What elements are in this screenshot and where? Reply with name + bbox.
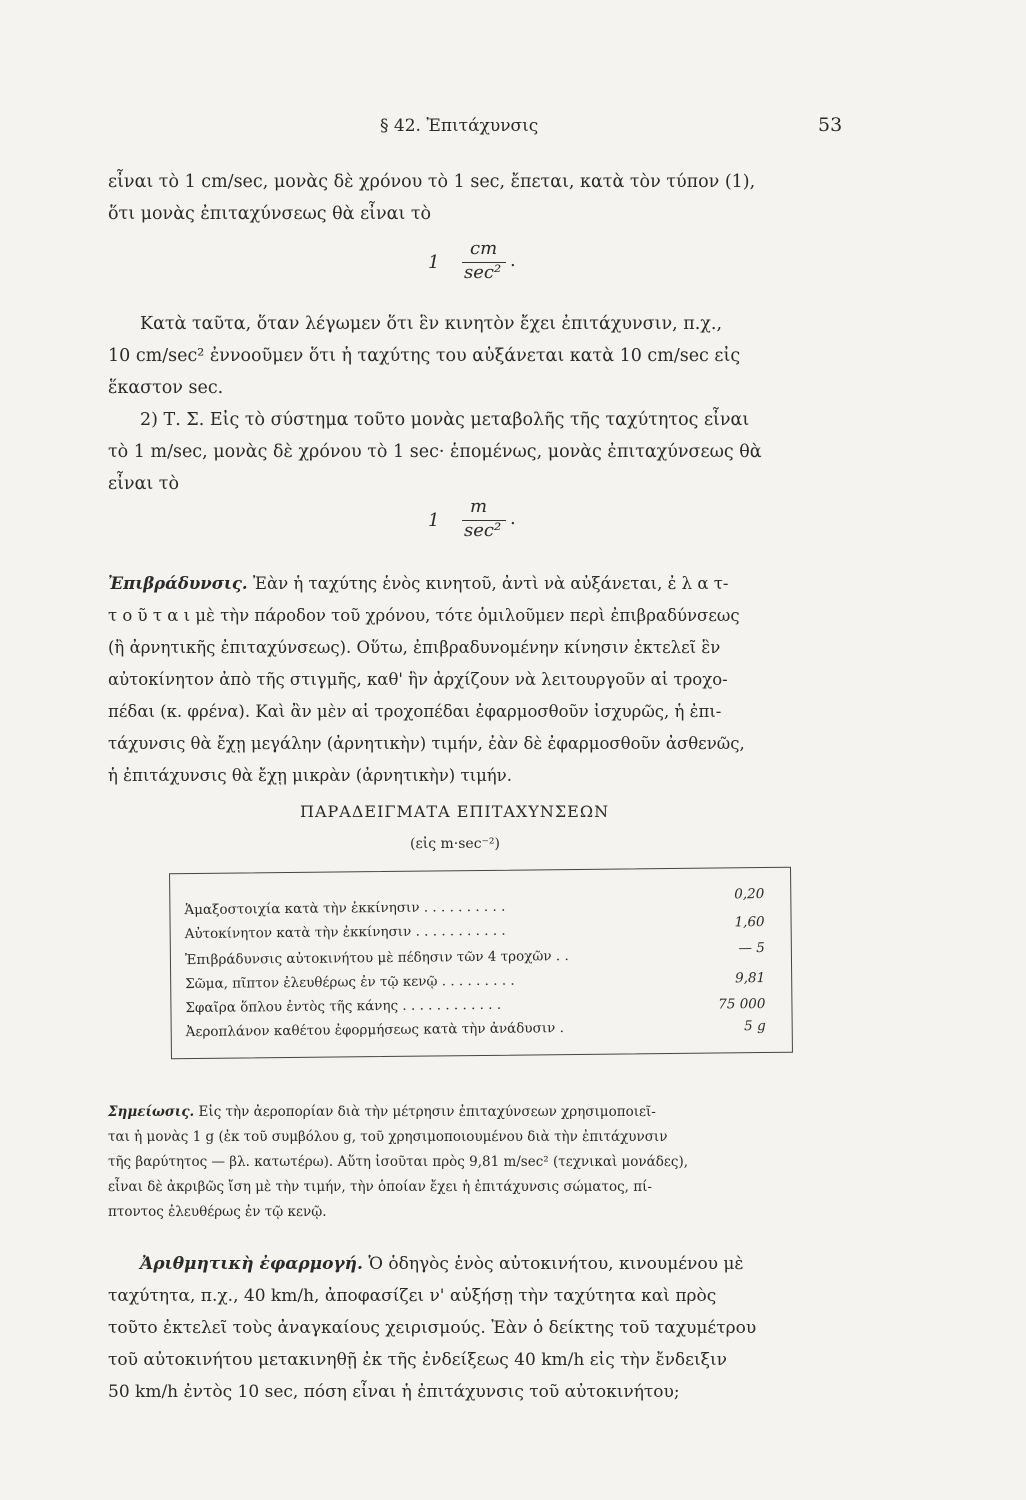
text-line: Ὁ ὁδηγὸς ἑνὸς αὐτοκινήτου, κινουμένου μὲ	[368, 1254, 744, 1274]
row-value: 75 000	[718, 996, 766, 1013]
examples-caption: ΠΑΡΑΔΕΙΓΜΑΤΑ ΕΠΙΤΑΧΥΝΣΕΩΝ	[300, 802, 610, 821]
row-value: 5 g	[744, 1018, 766, 1035]
row-label: Ἁμαξοστοιχία κατὰ τὴν ἐκκίνησιν . . . . . . . . . .	[184, 898, 506, 919]
paragraph-example-acceleration	[108, 308, 848, 404]
text-line: ἡ ἐπιτάχυνσις θὰ ἔχῃ μικρὰν (ἀρνητικὴν) τιμήν.	[108, 766, 512, 785]
note-paragraph	[108, 1100, 852, 1225]
application-term: Ἀριθμητικὴ ἐφαρμογή.	[140, 1254, 363, 1274]
section-header: § 42. Ἐπιτάχυνσις	[380, 116, 539, 136]
page-number: 53	[818, 114, 843, 136]
text-line: τοῦτο ἐκτελεῖ τοὺς ἀναγκαίους χειρισμούς. Ἐὰν ὁ δείκτης τοῦ ταχυμέτρου	[108, 1318, 757, 1338]
row-value: — 5	[738, 940, 765, 957]
examples-unit: (εἰς m·sec⁻²)	[410, 836, 500, 852]
text-line: τὸ 1 m/sec, μονὰς δὲ χρόνου τὸ 1 sec· ἑπομένως, μονὰς ἐπιταχύνσεως θὰ	[108, 442, 762, 462]
row-label: Αὐτοκίνητον κατὰ τὴν ἐκκίνησιν . . . . . . . . . . .	[184, 922, 506, 943]
text-line: Κατὰ ταῦτα, ὅταν λέγωμεν ὅτι ἓν κινητὸν ἔχει ἐπιτάχυνσιν, π.χ.,	[140, 314, 723, 334]
text-line: ταχύτητα, π.χ., 40 km/h, ἀποφασίζει ν' αὐξήσῃ τὴν ταχύτητα καὶ πρὸς	[108, 1286, 717, 1306]
text-line: Εἰς τὴν ἀεροπορίαν διὰ τὴν μέτρησιν ἐπιταχύνσεων χρησιμοποιεῖ-	[198, 1104, 656, 1120]
application-paragraph	[108, 1248, 852, 1408]
row-value: 9,81	[735, 970, 766, 987]
formula-denominator: sec²	[464, 262, 502, 283]
note-term: Σημείωσις.	[108, 1104, 195, 1120]
text-line: ὅτι μονὰς ἐπιταχύνσεως θὰ εἶναι τὸ	[108, 204, 432, 224]
text-line: πέδαι (κ. φρένα). Καὶ ἂν μὲν αἱ τροχοπέδαι ἐφαρμοσθοῦν ἰσχυρῶς, ἡ ἐπι-	[108, 702, 722, 721]
table-row	[184, 914, 777, 950]
formula-numerator: m	[470, 496, 488, 517]
text-line: τῆς βαρύτητος — βλ. κατωτέρω). Αὕτη ἰσοῦται πρὸς 9,81 m/sec² (τεχνικαὶ μονάδες),	[108, 1154, 688, 1170]
text-line: ἕκαστον sec.	[108, 378, 224, 398]
deceleration-term: Ἐπιβράδυνσις.	[108, 574, 248, 593]
row-label: Σῶμα, πῖπτον ἐλευθέρως ἐν τῷ κενῷ . . . . . . . . .	[185, 972, 515, 993]
row-label: Σφαῖρα ὅπλου ἐντὸς τῆς κάνης . . . . . . . . . . . .	[185, 996, 502, 1017]
formula-denominator: sec²	[464, 520, 502, 541]
text-line: 10 cm/sec² ἐννοοῦμεν ὅτι ἡ ταχύτης του αὐξάνεται κατὰ 10 cm/sec εἰς	[108, 346, 741, 366]
examples-table	[169, 867, 793, 1060]
text-line: αὐτοκίνητον ἀπὸ τῆς στιγμῆς, καθ' ἣν ἀρχίζουν νὰ λειτουργοῦν αἱ τροχο-	[108, 670, 728, 689]
text-line: (ἢ ἀρνητικῆς ἐπιταχύνσεως). Οὕτω, ἐπιβραδυνομένην κίνησιν ἐκτελεῖ ἓν	[108, 638, 721, 657]
paragraph-deceleration	[108, 568, 848, 792]
paragraph-units-ts	[108, 404, 848, 500]
formula-coefficient: 1	[428, 510, 440, 531]
text-line: τάχυνσις θὰ ἔχῃ μεγάλην (ἀρνητικὴν) τιμήν, ἐὰν δὲ ἐφαρμοσθοῦν ἀσθενῶς,	[108, 734, 745, 753]
formula-numerator: cm	[470, 238, 498, 259]
text-line: τοῦ αὐτοκινήτου μετακινηθῇ ἐκ τῆς ἐνδείξεως 40 km/h εἰς τὴν ἔνδειξιν	[108, 1350, 727, 1370]
text-line: εἶναι τὸ 1 cm/sec, μονὰς δὲ χρόνου τὸ 1 sec, ἔπεται, κατὰ τὸν τύπον (1),	[108, 172, 756, 192]
formula-end: .	[510, 508, 516, 529]
table-row	[186, 1018, 778, 1048]
text-line: 2) Τ. Σ. Εἰς τὸ σύστημα τοῦτο μονὰς μεταβολῆς τῆς ταχύτητος εἶναι	[140, 410, 750, 430]
row-label: Ἐπιβράδυνσις αὐτοκινήτου μὲ πέδησιν τῶν 4 τροχῶν . .	[184, 948, 569, 969]
paragraph-units-cgs	[108, 166, 848, 230]
text-line: εἶναι τὸ	[108, 474, 180, 494]
row-value: 0,20	[734, 886, 765, 903]
text-line: τ ο ῦ τ α ι μὲ τὴν πάροδον τοῦ χρόνου, τότε ὁμιλοῦμεν περὶ ἐπιβραδύνσεως	[108, 606, 740, 625]
text-line: Ἐὰν ἡ ταχύτης ἑνὸς κινητοῦ, ἀντὶ νὰ αὐξάνεται, ἐ λ α τ-	[252, 574, 729, 593]
text-line: εἶναι δὲ ἀκριβῶς ἴση μὲ τὴν τιμήν, τὴν ὁποίαν ἔχει ἡ ἐπιτάχυνσις σώματος, πί-	[108, 1179, 652, 1195]
formula-end: .	[510, 250, 516, 271]
formula-coefficient: 1	[428, 252, 440, 273]
text-line: 50 km/h ἐντὸς 10 sec, πόση εἶναι ἡ ἐπιτάχυνσις τοῦ αὐτοκινήτου;	[108, 1382, 680, 1402]
row-value: 1,60	[734, 914, 765, 931]
row-label: Ἀεροπλάνον καθέτου ἐφορμήσεως κατὰ τὴν ἀνάδυσιν .	[185, 1020, 564, 1041]
text-line: ται ἡ μονὰς 1 g (ἐκ τοῦ συμβόλου g, τοῦ χρησιμοποιουμένου διὰ τὴν ἐπιτάχυνσιν	[108, 1129, 668, 1145]
text-line: πτοντος ἐλευθέρως ἐν τῷ κενῷ.	[108, 1204, 327, 1220]
